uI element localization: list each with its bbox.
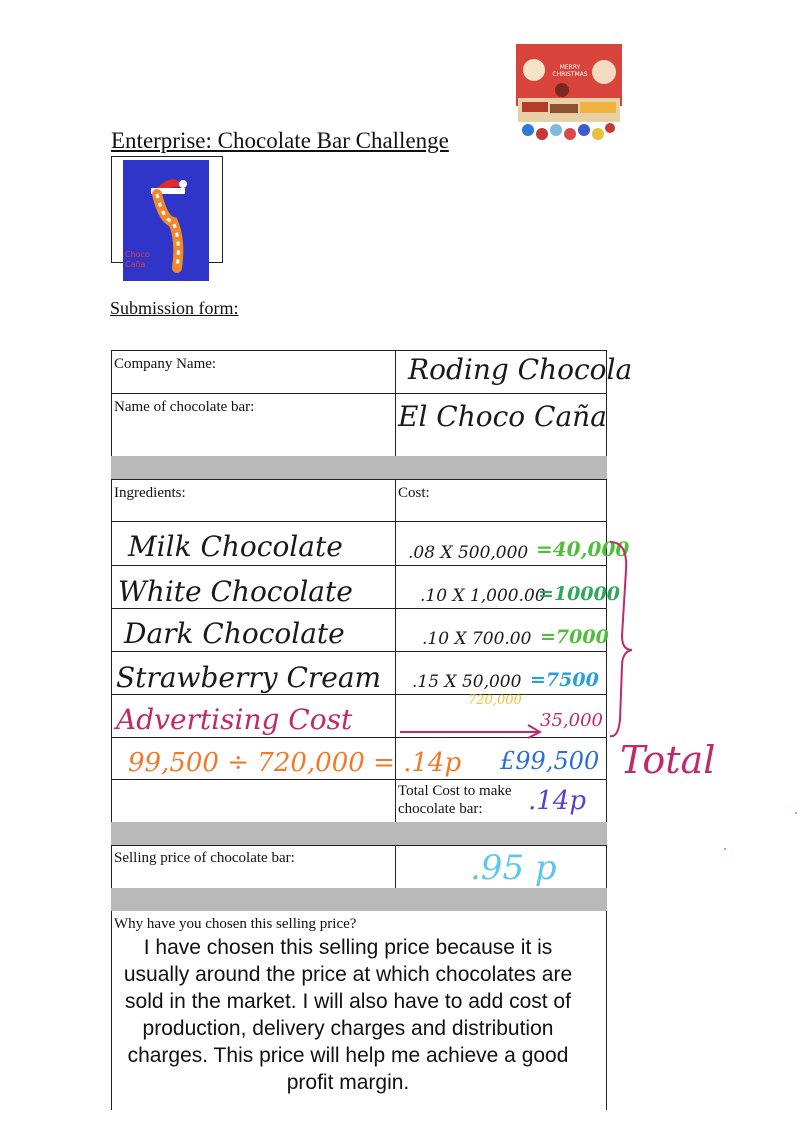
advertising-label[interactable]: Advertising Cost (116, 703, 353, 736)
choco-cana-logo (123, 160, 209, 281)
total-cost-value[interactable]: .14p (528, 786, 586, 816)
ink-dot (795, 812, 797, 814)
page-title: Enterprise: Chocolate Bar Challenge (111, 128, 449, 153)
company-name-label: Company Name: (114, 356, 217, 372)
why-answer[interactable]: I have chosen this selling price because it is usually around the price at which chocolates are sold in the market. I will also have to add cost of production, delivery charges and distribution charges. This price will help me achieve a good profit margin. (123, 936, 573, 1094)
grey-band (111, 456, 607, 479)
ingredient-result[interactable]: =40,000 (536, 537, 630, 561)
bar-name-value[interactable]: El Choco Caña (398, 400, 607, 433)
total-value[interactable]: £99,500 (500, 747, 600, 775)
ink-dot (724, 848, 726, 850)
quantity-note: 720,000 (468, 693, 522, 708)
company-name-value[interactable]: Roding Chocola (408, 353, 633, 386)
row-line (111, 845, 607, 846)
row-line (111, 694, 607, 695)
why-label: Why have you chosen this selling price? (114, 916, 357, 932)
table-divider (395, 845, 396, 888)
ingredients-label: Ingredients: (114, 485, 186, 501)
ingredient-result[interactable]: =7500 (530, 669, 599, 691)
box-label: MERRY CHRISTMAS (552, 64, 588, 78)
table-divider (395, 350, 396, 456)
selling-price-label: Selling price of chocolate bar: (114, 850, 295, 866)
logo-text: Choco Caña (125, 250, 150, 269)
cost-label: Cost: (398, 485, 430, 501)
row-line (111, 651, 607, 652)
chocolate-box-image (514, 42, 624, 150)
grey-band (111, 888, 607, 911)
advertising-value[interactable]: 35,000 (540, 710, 603, 731)
ingredient-name[interactable]: Strawberry Cream (116, 661, 382, 694)
row-line (111, 393, 607, 394)
bracket-icon (608, 540, 632, 740)
ingredient-name[interactable]: White Chocolate (118, 575, 353, 608)
ingredient-calc[interactable]: .10 X 1,000.00 (420, 586, 546, 606)
row-line (111, 608, 607, 609)
grey-band (111, 822, 607, 845)
row-line (111, 479, 607, 480)
ingredient-result[interactable]: =10000 (538, 583, 621, 605)
ingredient-calc[interactable]: .15 X 50,000 (412, 672, 522, 692)
total-cost-label: Total Cost to make chocolate bar: (398, 783, 512, 817)
row-line (111, 779, 607, 780)
per-bar-calculation[interactable]: 99,500 ÷ 720,000 = .14p (128, 748, 462, 778)
total-note: Total (620, 738, 716, 782)
ingredient-name[interactable]: Dark Chocolate (124, 617, 345, 650)
ingredient-result[interactable]: =7000 (540, 626, 609, 648)
ingredient-calc[interactable]: .10 X 700.00 (422, 629, 532, 649)
row-line (111, 350, 607, 351)
selling-price-value[interactable]: .95 p (470, 848, 557, 888)
row-line (111, 565, 607, 566)
arrow-icon (398, 722, 548, 740)
row-line (111, 521, 607, 522)
ingredient-calc[interactable]: .08 X 500,000 (408, 543, 529, 563)
ingredient-name[interactable]: Milk Chocolate (128, 530, 343, 563)
bar-name-label: Name of chocolate bar: (114, 399, 255, 415)
submission-form-heading: Submission form: (110, 298, 239, 318)
